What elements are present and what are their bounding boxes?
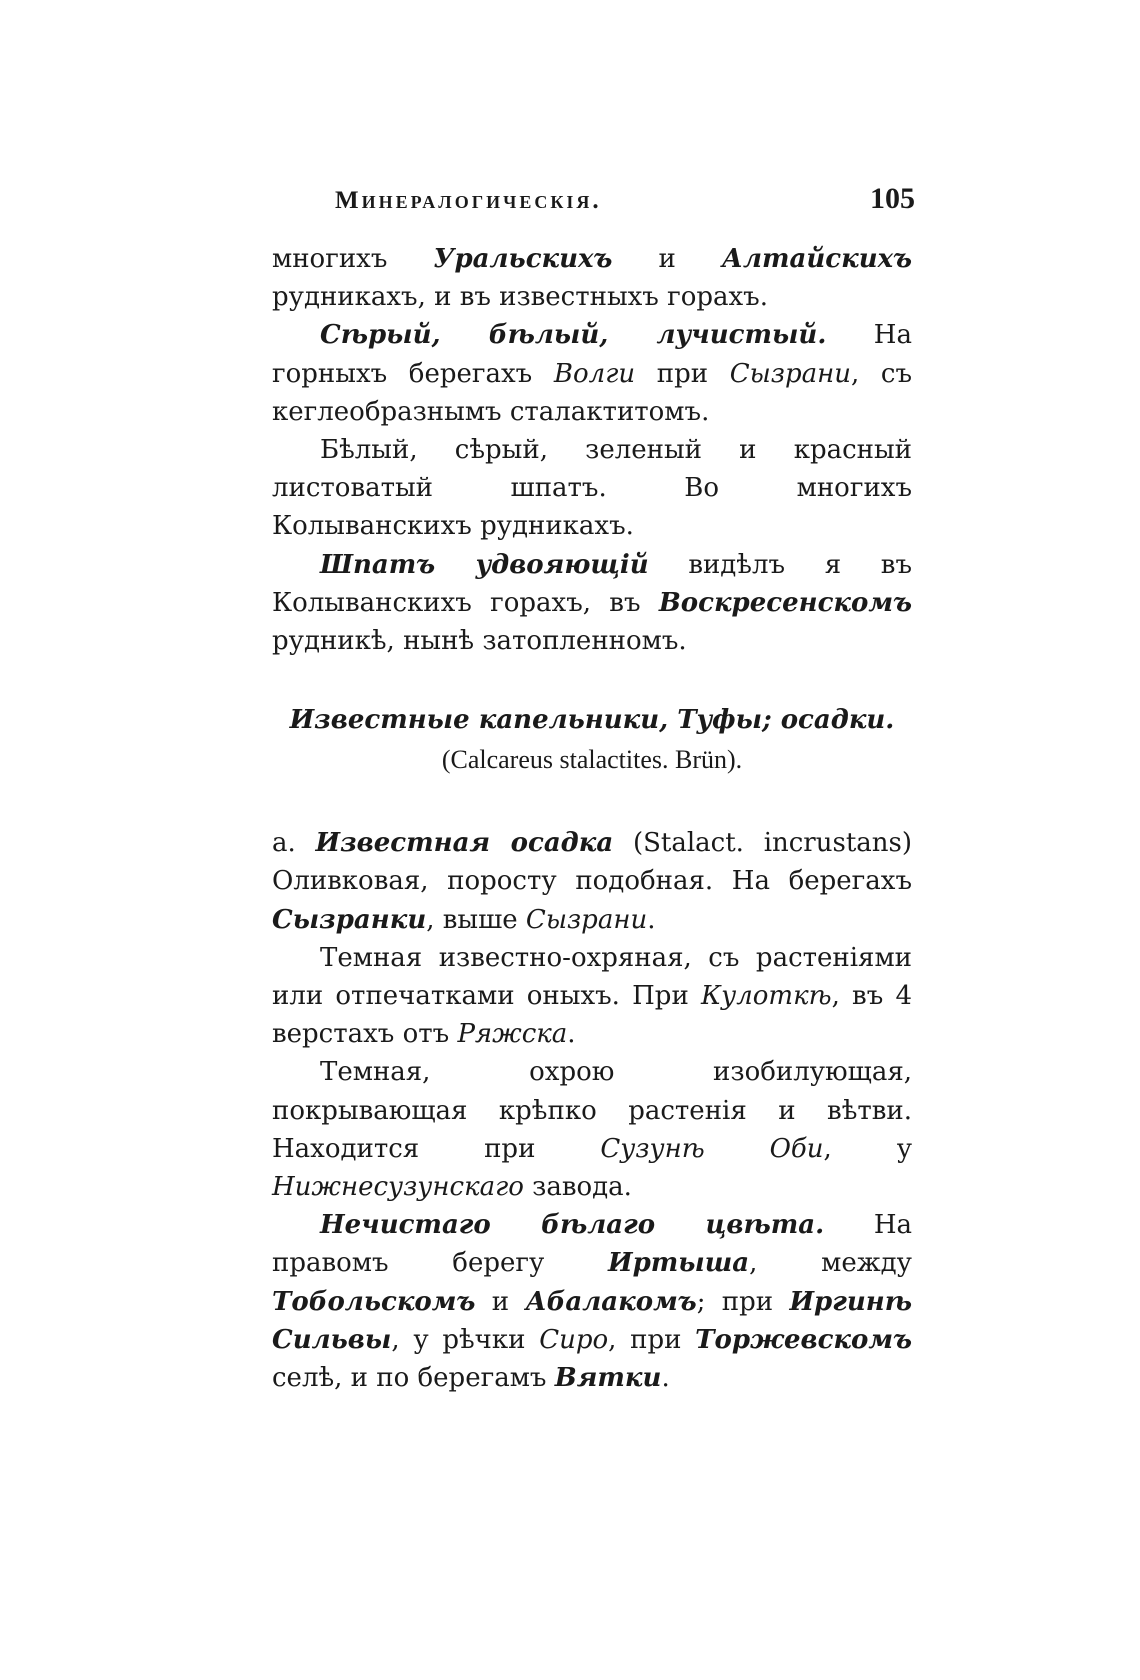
paragraph-text-run: многихъ xyxy=(272,244,434,274)
paragraph-text-run: Абалакомъ xyxy=(525,1286,697,1317)
section-heading-title: Известные капельники, Туфы; осадки. xyxy=(289,705,895,736)
paragraph-text-run: видѣлъ я въ Колыванскихъ горахъ, въ xyxy=(272,549,912,618)
paragraph xyxy=(272,1206,912,1397)
paragraph-text-run: рудникахъ, и въ известныхъ горахъ. xyxy=(272,282,768,313)
paragraph-text-run: Волги xyxy=(553,358,636,389)
paragraph-text-run: Тобольскомъ xyxy=(272,1286,476,1317)
paragraph-text-run: , съ кеглеобразнымъ сталактитомъ. xyxy=(272,358,912,427)
paragraph-text-run: Известная осадка xyxy=(315,828,614,859)
paragraph-text-run: Торжевскомъ xyxy=(695,1324,912,1355)
paragraph-text-run: Сузунѣ Оби xyxy=(600,1133,824,1164)
paragraph-text-run: и xyxy=(612,244,722,274)
body-text xyxy=(272,240,912,1397)
paragraph-text-run: Сызранки xyxy=(272,904,427,935)
paragraph-text-run: Темная, охрою изобилующая, покрывающая крѣпко растенія и вѣтви. Находится при xyxy=(272,1057,912,1164)
paragraph-text-run: Вятки xyxy=(554,1363,662,1394)
paragraph-text-run: селѣ, и по берегамъ xyxy=(272,1363,555,1394)
paragraph-text-run: а. xyxy=(272,828,316,859)
paragraph-text-run: . xyxy=(661,1363,670,1394)
section-heading-latin: (Calcareus stalactites. Brün). xyxy=(441,745,743,775)
paragraph-text-run: Темная известно-охряная, съ растеніями или отпечатками оныхъ. При xyxy=(272,942,912,1012)
paragraph xyxy=(272,316,912,431)
paragraph-text-run: На горныхъ берегахъ xyxy=(272,320,912,389)
paragraph-text-run: Сиро xyxy=(539,1324,609,1355)
paragraph xyxy=(272,1053,912,1206)
paragraph-text-run: , между xyxy=(749,1248,912,1279)
paragraph-group-section xyxy=(272,824,912,1397)
paragraph-text-run: Воскресенскомъ xyxy=(658,587,912,618)
paragraph-text-run: На правомъ берегу xyxy=(272,1210,912,1279)
paragraph xyxy=(272,431,912,546)
paragraph xyxy=(272,240,912,316)
paragraph-text-run: Ряжска xyxy=(457,1019,568,1050)
paragraph-text-run: Сѣрый, бѣлый, лучистый. xyxy=(320,320,827,351)
paragraph-text-run: , у xyxy=(823,1133,913,1164)
paragraph-text-run: Сызрани xyxy=(729,358,851,389)
paragraph-text-run: Кулоткѣ xyxy=(701,981,832,1012)
paragraph-text-run: Иртыша xyxy=(608,1248,750,1279)
paragraph-text-run: . xyxy=(647,904,656,935)
paragraph-text-run: Бѣлый, сѣрый, зеленый и красный листоватый шпатъ. Во многихъ Колыванскихъ рудникахъ. xyxy=(272,435,912,542)
paragraph xyxy=(272,939,912,1054)
paragraph-text-run: , выше xyxy=(426,904,526,935)
paragraph-text-run: рудникѣ, нынѣ затопленномъ. xyxy=(272,626,687,657)
paragraph-text-run: Иргинѣ Сильвы xyxy=(272,1286,913,1355)
paragraph xyxy=(272,546,912,661)
paragraph-text-run: Уральскихъ xyxy=(433,244,613,274)
paragraph-group-top xyxy=(272,240,912,660)
paragraph-text-run: Алтайскихъ xyxy=(721,244,912,274)
paragraph-text-run: Шпатъ удвояющій xyxy=(320,549,649,580)
page-number: 105 xyxy=(870,182,915,215)
paragraph-text-run: , въ 4 верстахъ отъ xyxy=(272,981,913,1050)
running-head xyxy=(335,182,915,226)
paragraph-text-run: завода. xyxy=(523,1172,632,1203)
paragraph-text-run: Нижнесузунскаго xyxy=(272,1172,524,1203)
paragraph-text-run: . xyxy=(567,1019,576,1050)
paragraph-text-run: Нечистаго бѣлаго цвѣта. xyxy=(320,1210,825,1241)
running-head-title: Минералогическія. xyxy=(335,187,602,214)
paragraph xyxy=(272,824,912,939)
paragraph-text-run: ; при xyxy=(696,1286,790,1317)
paragraph-text-run: при xyxy=(635,358,730,389)
paragraph-text-run: Сызрани xyxy=(525,904,648,935)
paragraph-text-run: , при xyxy=(608,1324,696,1355)
paragraph-text-run: , у рѣчки xyxy=(391,1324,540,1355)
paragraph-text-run: (Stalact. incrustans) Оливковая, поросту подобная. На берегахъ xyxy=(272,828,913,897)
paragraph-text-run: и xyxy=(475,1286,526,1317)
section-heading xyxy=(272,700,912,780)
